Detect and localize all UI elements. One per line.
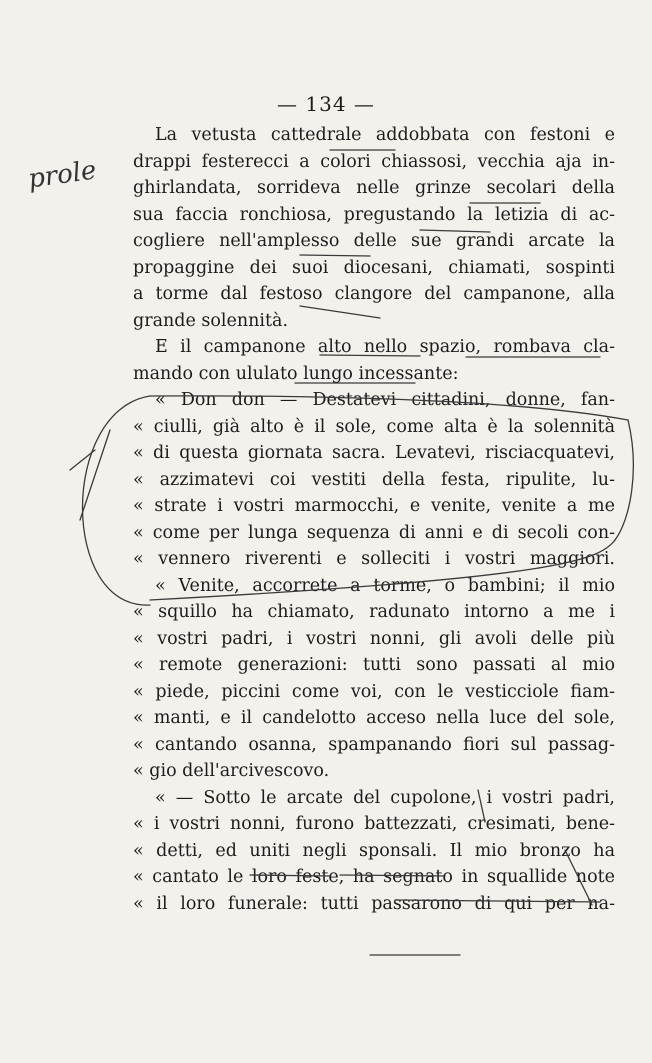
text-line: « strate i vostri marmocchi, e venite, venite a me bbox=[133, 496, 615, 516]
text-line: ghirlandata, sorrideva nelle grinze secolari della bbox=[133, 178, 615, 198]
handwritten-margin-note: prole bbox=[26, 155, 99, 195]
text-line: « cantato le loro feste, ha segnato in squallide note bbox=[133, 867, 615, 887]
text-line: E il campanone alto nello spazio, rombava cla- bbox=[155, 337, 615, 357]
text-line: grande solennità. bbox=[133, 310, 289, 331]
text-line: « Don don — Destatevi cittadini, donne, fan- bbox=[155, 390, 615, 410]
text-line: « piede, piccini come voi, con le vesticciole fiam- bbox=[133, 681, 615, 702]
text-line: « squillo ha chiamato, radunato intorno a me i bbox=[133, 602, 615, 622]
text-line: « manti, e il candelotto acceso nella luce del sole, bbox=[133, 708, 615, 728]
text-line: cogliere nell'amplesso delle sue grandi arcate la bbox=[133, 231, 615, 251]
text-line: « Venite, accorrete a torme, o bambini; il mio bbox=[155, 575, 615, 596]
text-line: « vennero riverenti e solleciti i vostri maggiori. bbox=[133, 549, 615, 569]
text-line: « remote generazioni: tutti sono passati al mio bbox=[133, 655, 615, 675]
text-line: a torme dal festoso clangore del campanone, alla bbox=[133, 284, 615, 304]
pencil-cross bbox=[80, 430, 110, 520]
text-line: propaggine dei suoi diocesani, chiamati, sospinti bbox=[133, 257, 615, 278]
text-line: « ciulli, già alto è il sole, come alta è la solennità bbox=[133, 416, 615, 437]
text-line: « vostri padri, i vostri nonni, gli avoli delle più bbox=[133, 628, 615, 649]
text-line: « cantando osanna, spampanando fiori sul passag- bbox=[133, 734, 615, 755]
text-line: La vetusta cattedrale addobbata con festoni e bbox=[155, 125, 615, 145]
text-line: « come per lunga sequenza di anni e di secoli con- bbox=[133, 522, 615, 543]
text-line: « i vostri nonni, furono battezzati, cresimati, bene- bbox=[133, 814, 615, 834]
text-line: sua faccia ronchiosa, pregustando la letizia di ac- bbox=[133, 204, 615, 225]
text-line: mando con ululato lungo incessante: bbox=[133, 363, 459, 384]
text-line: « detti, ed uniti negli sponsali. Il mio bronzo ha bbox=[133, 840, 615, 861]
text-line: drappi festerecci a colori chiassosi, vecchia aja in- bbox=[133, 151, 615, 172]
text-line: « gio dell'arcivescovo. bbox=[133, 761, 330, 781]
text-line: « azzimatevi coi vestiti della festa, ripulite, lu- bbox=[133, 469, 615, 490]
page-number: — 134 — bbox=[277, 92, 375, 116]
body-text bbox=[133, 122, 615, 917]
pencil-cross bbox=[70, 450, 95, 470]
text-line: « — Sotto le arcate del cupolone, i vostri padri, bbox=[155, 787, 615, 808]
text-line: « il loro funerale: tutti passarono di qui per na- bbox=[133, 893, 615, 914]
text-line: « di questa giornata sacra. Levatevi, risciacquatevi, bbox=[133, 443, 615, 463]
